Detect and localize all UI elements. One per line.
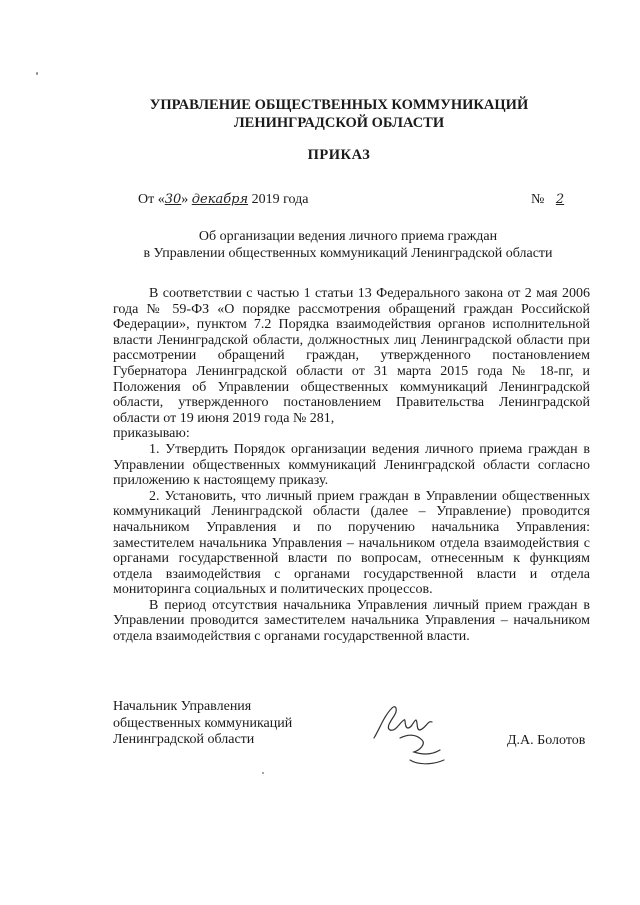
organization-line: ЛЕНИНГРАДСКОЙ ОБЛАСТИ	[233, 115, 445, 131]
scan-speck	[36, 72, 38, 75]
signatory-name: Д.А. Болотов	[507, 733, 586, 748]
order-item-1: 1. Утвердить Порядок организации ведения личного приема граждан в Управлении общественных коммуникаций Ленинградской области согласно приложению к настоящему приказу.	[113, 441, 590, 489]
organization-line: УПРАВЛЕНИЕ ОБЩЕСТВЕННЫХ КОММУНИКАЦИЙ	[149, 97, 529, 113]
position-line: Начальник Управления	[113, 699, 252, 714]
order-item-2: 2. Установить, что личный прием граждан в Управлении общественных коммуникаций Ленинградской области (далее – Управление) проводится начальником Управления и по поручению начальника Управления: заместителем начальника Управления – начальником отдела взаимодействия с органами государственной власти по вопросам, отнесенным к функциям отдела взаимодействия с органами государственной власти и отдела мониторинга социальных и политических процессов.	[113, 488, 590, 598]
order-body	[113, 286, 590, 645]
date-suffix: 2019 года	[248, 192, 309, 207]
subject-line: Об организации ведения личного приема граждан	[198, 229, 498, 244]
number-prefix: №	[531, 192, 548, 207]
order-date	[138, 192, 308, 208]
order-word: приказываю:	[113, 426, 190, 442]
order-item-3: В период отсутствия начальника Управления личный прием граждан в Управлении проводится заместителем начальника Управления – начальником отдела взаимодействия с органами государственной власти.	[113, 597, 590, 645]
position-line: Ленинградской области	[113, 732, 255, 747]
preamble-paragraph: В соответствии с частью 1 статьи 13 Федерального закона от 2 мая 2006 года № 59-ФЗ «О порядке рассмотрения обращений граждан Российской Федерации», пунктом 7.2 Порядка взаимодействия органов исполнительной власти Ленинградской области, должностных лиц Ленинградской области при рассмотрении обращений граждан, утвержденного постановлением Губернатора Ленинградской области от 31 марта 2015 года № 18-пг, и Положения об Управлении общественных коммуникаций Ленинградской области, утвержденного постановлением Правительства Ленинградской области от 19 июня 2019 года № 281,	[113, 286, 590, 426]
organization-name	[0, 96, 640, 132]
document-type: ПРИКАЗ	[307, 147, 371, 163]
subject-line: в Управлении общественных коммуникаций Ленинградской области	[143, 246, 553, 261]
signatory-position	[113, 699, 292, 749]
handwritten-signature	[370, 698, 450, 770]
date-mid: »	[181, 192, 192, 207]
date-month: декабря	[191, 192, 249, 207]
scan-speck	[262, 772, 264, 774]
position-line: общественных коммуникаций	[113, 715, 293, 731]
number-value: 2	[555, 192, 565, 207]
order-number	[531, 192, 572, 208]
date-prefix: От «	[138, 192, 165, 207]
order-subject	[0, 228, 640, 262]
date-day: 30	[164, 192, 182, 207]
